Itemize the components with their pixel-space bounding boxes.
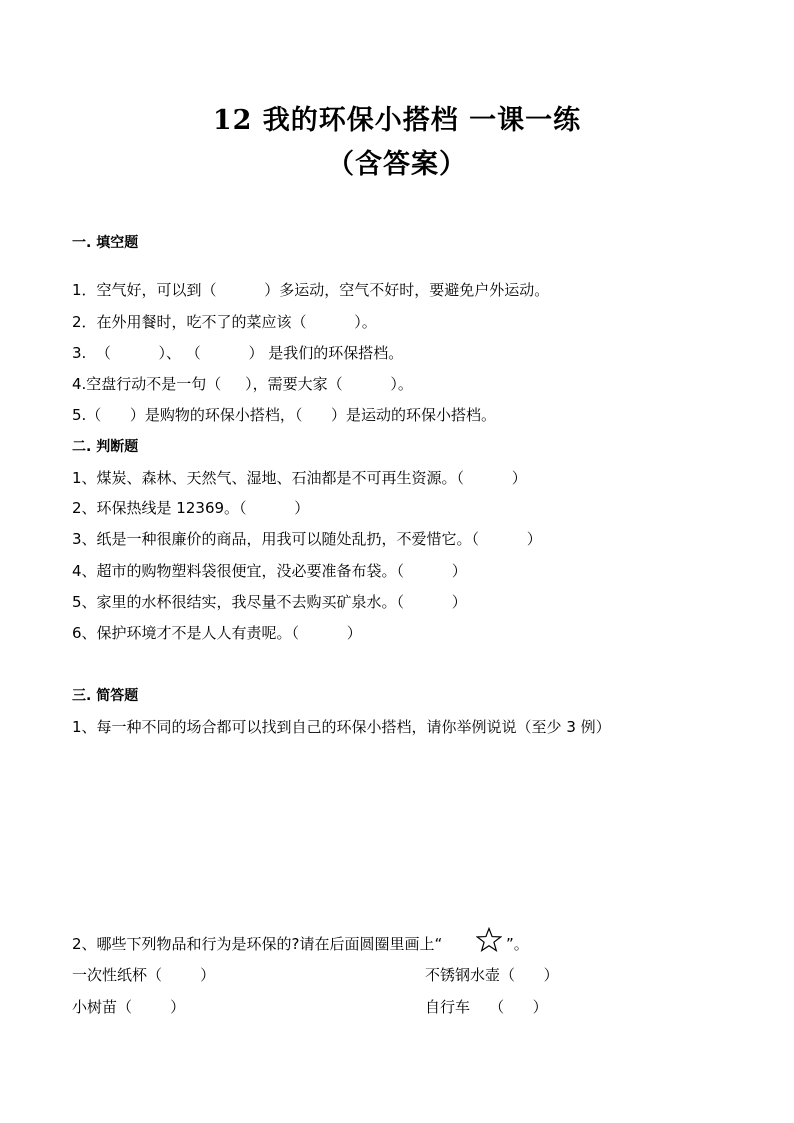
page-subtitle: （含答案） [327, 149, 467, 180]
true-false-item-5: 5、家里的水杯很结实，我尽量不去购买矿泉水。（ ） [72, 593, 467, 611]
star-outline-icon [476, 927, 502, 953]
short-answer-question-2-prefix: 2、哪些下列物品和行为是环保的?请在后面圆圈里画上“ [72, 935, 443, 953]
option-steel-bottle: 不锈钢水壶（ ） [425, 966, 559, 984]
short-answer-question-1: 1、每一种不同的场合都可以找到自己的环保小搭档，请你举例说说（至少 3 例） [72, 718, 611, 736]
true-false-item-1: 1、煤炭、森林、天然气、湿地、石油都是不可再生资源。（ ） [72, 469, 527, 487]
fill-blank-item-2: 2．在外用餐时，吃不了的菜应该（ ）。 [72, 313, 377, 331]
section-heading-short-answer: 三. 简答题 [72, 688, 139, 704]
true-false-item-6: 6、保护环境才不是人人有责呢。（ ） [72, 624, 362, 642]
section-heading-true-false: 二. 判断题 [72, 439, 139, 455]
fill-blank-item-4: 4.空盘行动不是一句（ ），需要大家（ ）。 [72, 375, 413, 393]
true-false-item-2: 2、环保热线是 12369。（ ） [72, 499, 310, 517]
option-bicycle: 自行车 （ ） [425, 998, 548, 1016]
short-answer-question-2-suffix: ”。 [506, 935, 529, 953]
page-title: 12 我的环保小搭档 一课一练 [212, 105, 582, 136]
fill-blank-item-5: 5.（ ）是购物的环保小搭档，（ ）是运动的环保小搭档。 [72, 406, 497, 424]
option-disposable-cup: 一次性纸杯（ ） [72, 966, 216, 984]
section-heading-fill-blank: 一. 填空题 [72, 235, 139, 251]
true-false-item-4: 4、超市的购物塑料袋很便宜，没必要准备布袋。（ ） [72, 562, 467, 580]
true-false-item-3: 3、纸是一种很廉价的商品，用我可以随处乱扔，不爱惜它。（ ） [72, 530, 542, 548]
option-sapling: 小树苗（ ） [72, 998, 186, 1016]
fill-blank-item-1: 1．空气好，可以到（ ）多运动，空气不好时，要避免户外运动。 [72, 281, 550, 299]
fill-blank-item-3: 3. （ ）、 （ ） 是我们的环保搭档。 [72, 344, 404, 362]
